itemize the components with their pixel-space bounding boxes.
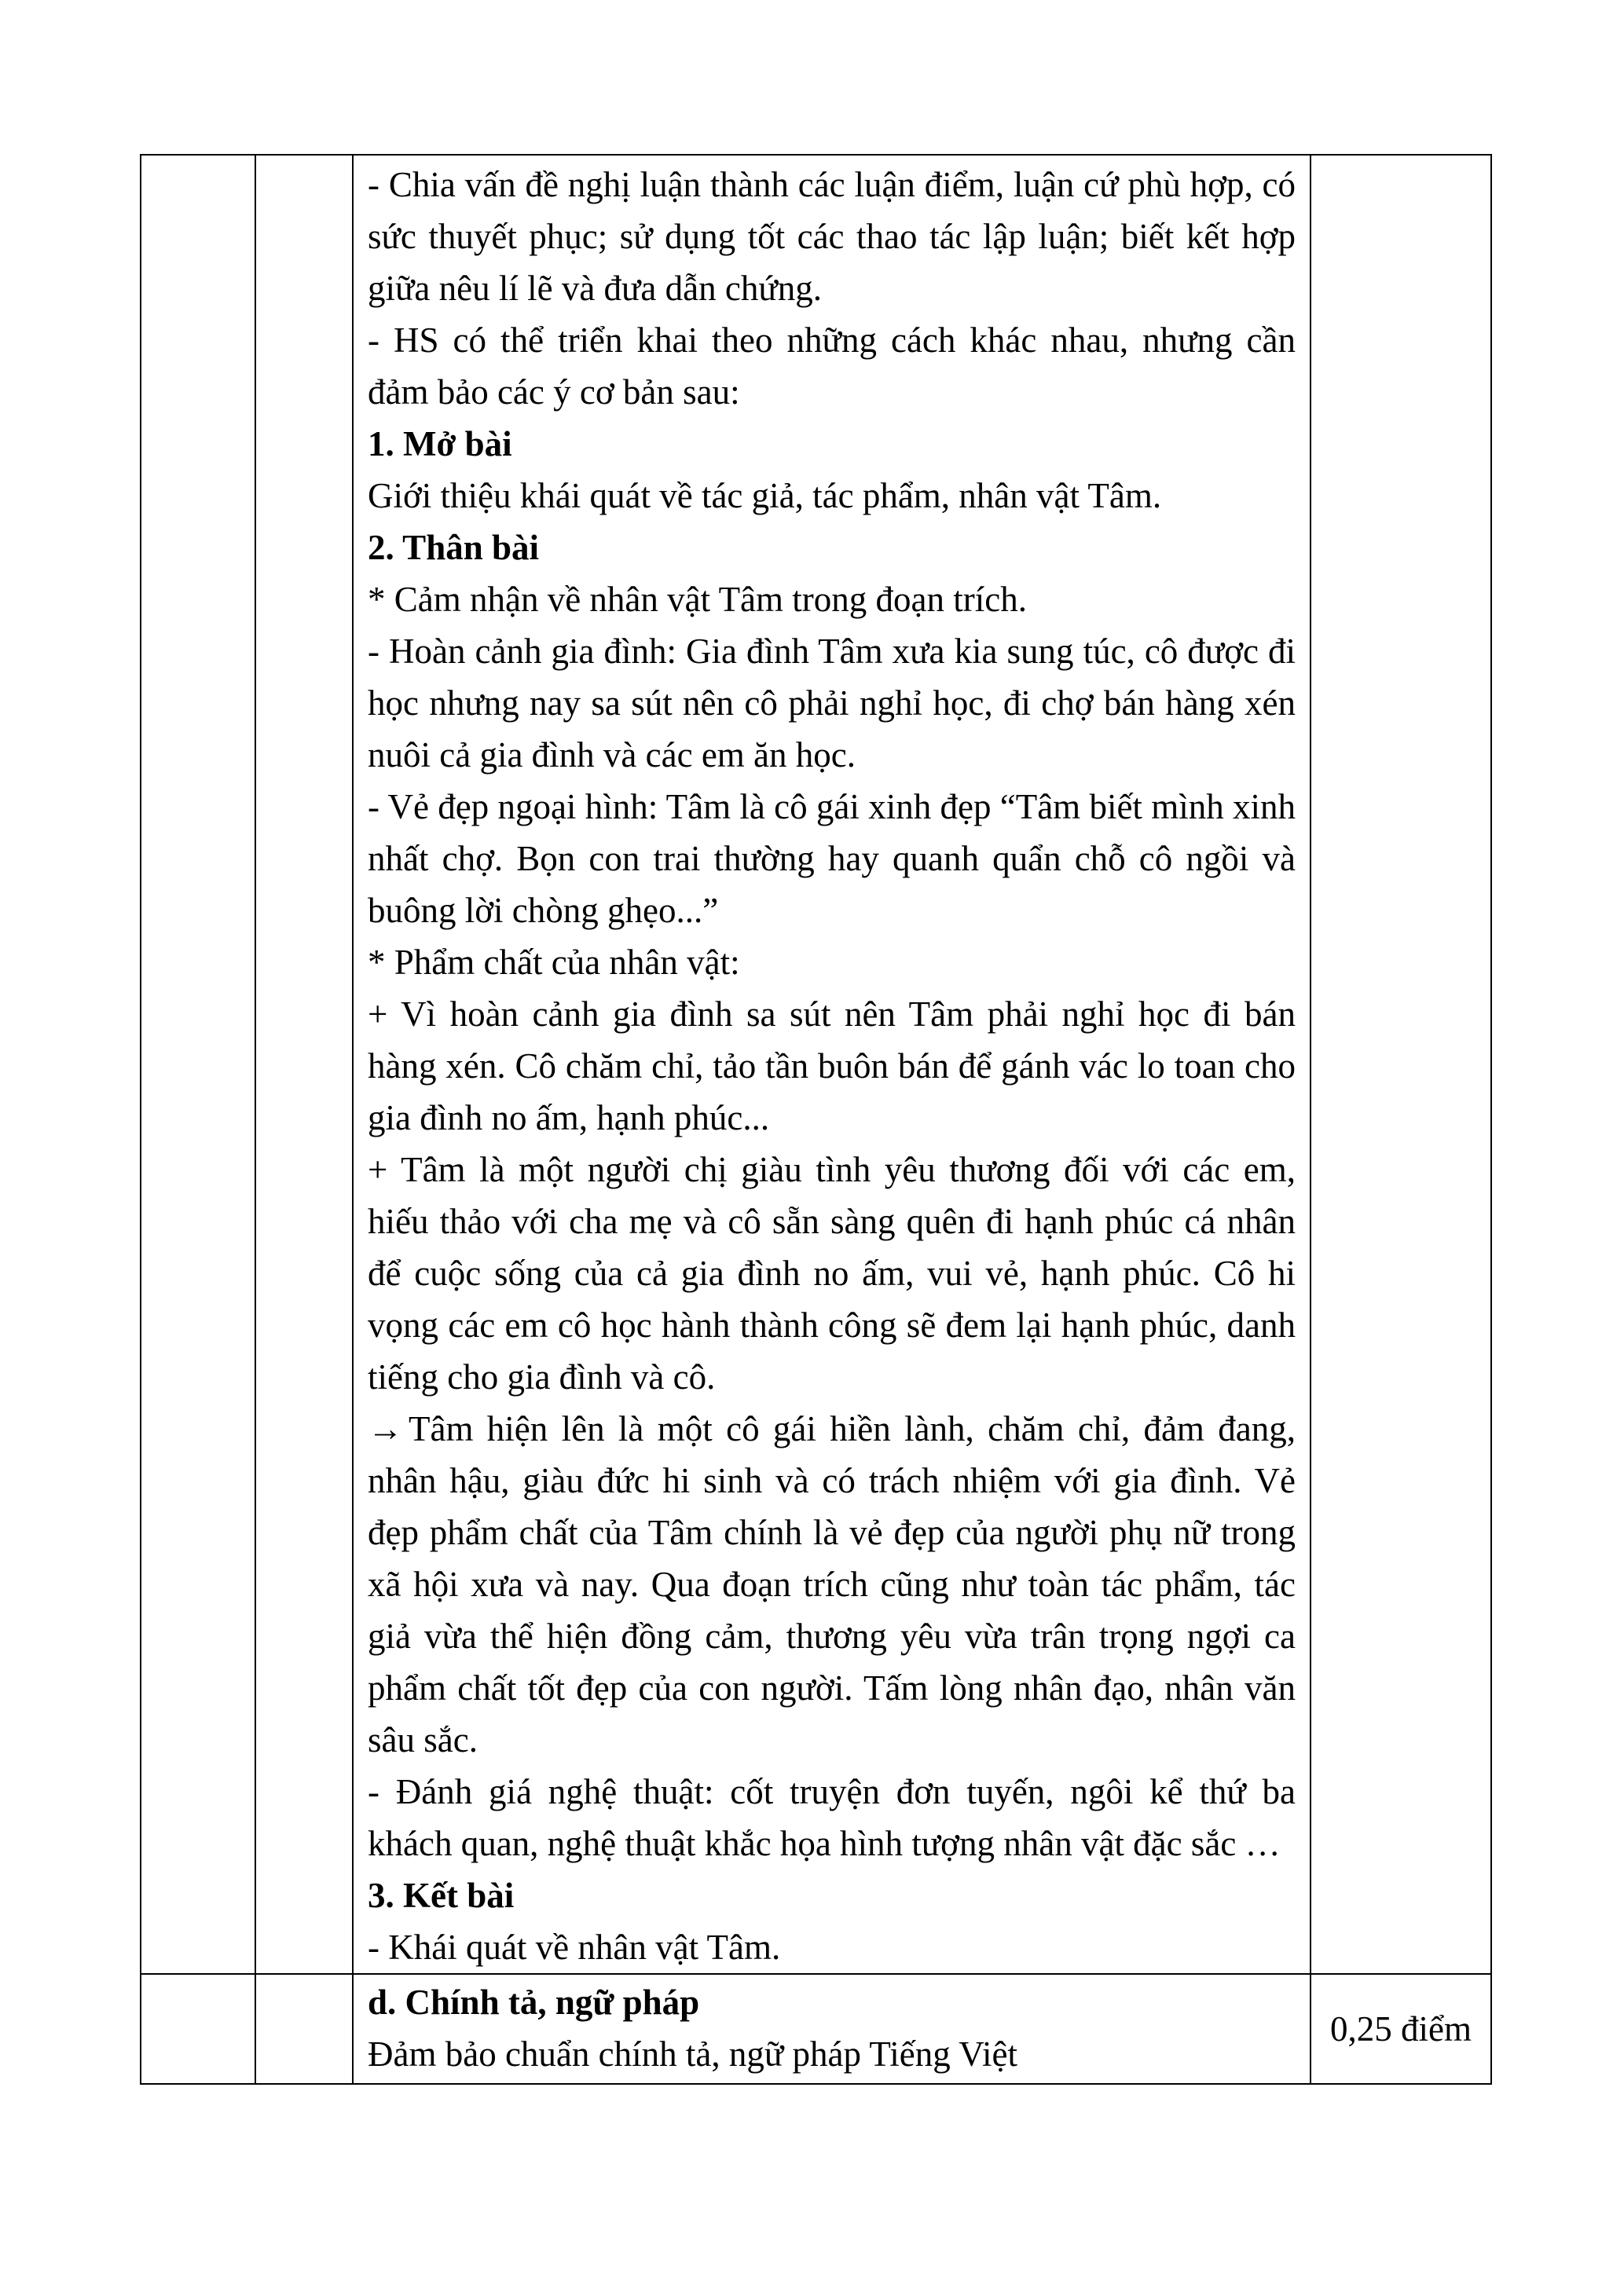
- part-cell: [255, 1974, 353, 2084]
- body-line: * Cảm nhận về nhân vật Tâm trong đoạn trích.: [368, 580, 1027, 619]
- section-heading: 3. Kết bài: [368, 1876, 515, 1915]
- body-line: * Phẩm chất của nhân vật:: [368, 943, 740, 982]
- body-line: - Chia vấn đề nghị luận thành các luận điểm, luận cứ phù hợp, có sức thuyết phục; sử dụng tốt các thao tác lập luận; biết kết hợp giữa nêu lí lẽ và đưa dẫn chứng.: [368, 165, 1296, 308]
- section-heading: 2. Thân bài: [368, 528, 540, 567]
- content-cell: [353, 155, 1311, 1974]
- body-line: - Hoàn cảnh gia đình: Gia đình Tâm xưa kia sung túc, cô được đi học nhưng nay sa sút nên cô phải nghỉ học, đi chợ bán hàng xén nuôi cả gia đình và các em ăn học.: [368, 632, 1296, 774]
- conclusion-paragraph: [368, 1403, 1296, 1766]
- part-d-text: Đảm bảo chuẩn chính tả, ngữ pháp Tiếng Việt: [368, 2034, 1017, 2074]
- section-text: - Khái quát về nhân vật Tâm.: [368, 1928, 781, 1967]
- table-row: [141, 155, 1491, 1974]
- table-row: [141, 1974, 1491, 2084]
- question-number-cell: [141, 155, 255, 1974]
- conclusion-text: Tâm hiện lên là một cô gái hiền lành, chăm chỉ, đảm đang, nhân hậu, giàu đức hi sinh và có trách nhiệm với gia đình. Vẻ đẹp phẩm chất của Tâm chính là vẻ đẹp của người phụ nữ trong xã hội xưa và nay. Qua đoạn trích cũng như toàn tác phẩm, tác giả vừa thể hiện đồng cảm, thương yêu vừa trân trọng ngợi ca phẩm chất tốt đẹp của con người. Tấm lòng nhân đạo, nhân văn sâu sắc.: [368, 1409, 1296, 1760]
- art-evaluation: - Đánh giá nghệ thuật: cốt truyện đơn tuyến, ngôi kể thứ ba khách quan, nghệ thuật khắc họa hình tượng nhân vật đặc sắc …: [368, 1772, 1296, 1863]
- body-line: + Vì hoàn cảnh gia đình sa sút nên Tâm phải nghỉ học đi bán hàng xén. Cô chăm chỉ, tảo tần buôn bán để gánh vác lo toan cho gia đình no ấm, hạnh phúc...: [368, 994, 1296, 1137]
- section-text: Giới thiệu khái quát về tác giả, tác phẩm, nhân vật Tâm.: [368, 476, 1162, 515]
- body-line: - Vẻ đẹp ngoại hình: Tâm là cô gái xinh đẹp “Tâm biết mình xinh nhất chợ. Bọn con trai thường hay quanh quẩn chỗ cô ngồi và buông lời chòng ghẹo...”: [368, 787, 1296, 930]
- content-cell: [353, 1974, 1311, 2084]
- part-d-heading: d. Chính tả, ngữ pháp: [368, 1983, 700, 2022]
- grading-table: [140, 154, 1492, 2085]
- question-number-cell: [141, 1974, 255, 2084]
- part-d-score: 0,25 điểm: [1311, 1974, 1491, 2084]
- body-line: + Tâm là một người chị giàu tình yêu thương đối với các em, hiếu thảo với cha mẹ và cô sẵn sàng quên đi hạnh phúc cá nhân để cuộc sống của cả gia đình no ấm, vui vẻ, hạnh phúc. Cô hi vọng các em cô học hành thành công sẽ đem lại hạnh phúc, danh tiếng cho gia đình và cô.: [368, 1150, 1296, 1397]
- body-line: - HS có thể triển khai theo những cách khác nhau, nhưng cần đảm bảo các ý cơ bản sau:: [368, 320, 1296, 412]
- part-cell: [255, 155, 353, 1974]
- score-cell: [1311, 155, 1491, 1974]
- section-heading: 1. Mở bài: [368, 424, 512, 463]
- arrow-right-icon: →: [368, 1409, 403, 1448]
